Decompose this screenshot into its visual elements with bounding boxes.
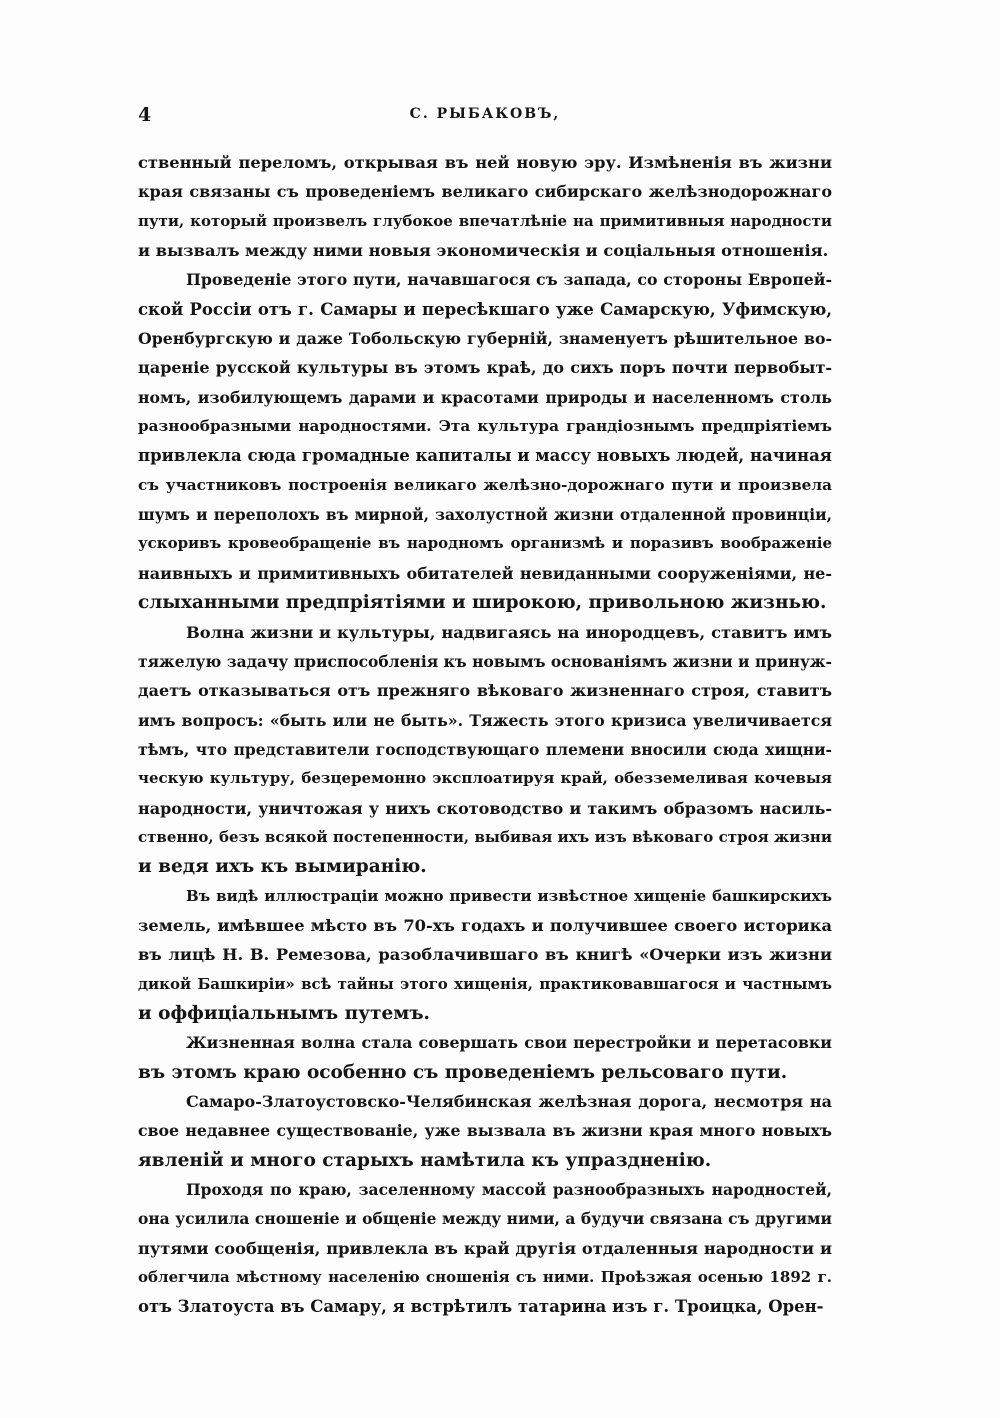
text-line: и вызвалъ между ними новыя экономическія и соціальныя отношенія. [138, 241, 829, 261]
text-line: слыханными предпріятіями и широкою, привольною жизнью. [138, 592, 827, 614]
text-line: края связаны съ проведеніемъ великаго сибирскаго желѣзнодорожнаго [138, 182, 832, 202]
text-line: ской Россіи отъ г. Самары и пересѣкшаго уже Самарскую, Уфимскую, [138, 299, 832, 319]
text-line: номъ, изобилующемъ дарами и красотами природы и населенномъ столь [138, 387, 832, 407]
text-line: наивныхъ и примитивныхъ обитателей невиданными сооруженіями, не- [138, 563, 832, 583]
text-line: ственно, безъ всякой постепенности, выбивая ихъ изъ вѣковаго строя жизни [138, 827, 832, 846]
text-line: явленій и много старыхъ намѣтила къ упраздненію. [138, 1149, 712, 1171]
paragraph [138, 882, 832, 1029]
text-line: Проходя по краю, заселенному массой разнообразныхъ народностей, [186, 1180, 832, 1200]
text-line: Самаро-Златоустовско-Челябинская желѣзная дорога, несмотря на [186, 1092, 832, 1111]
paragraph [138, 265, 832, 617]
text-line: облегчила мѣстному населенію сношенія съ ними. Проѣзжая осенью 1892 г. [138, 1268, 832, 1287]
body-text [138, 148, 832, 1322]
text-line: тяжелую задачу приспособленія къ новымъ основаніямъ жизни и принуж- [138, 651, 832, 671]
text-line: Проведеніе этого пути, начавшагося съ запада, со стороны Европей- [186, 270, 832, 290]
text-line: шумъ и переполохъ въ мирной, захолустной жизни отдаленной провинціи, [138, 505, 832, 525]
text-line: земель, имѣвшее мѣсто въ 70-хъ годахъ и получившее своего историка [138, 915, 832, 935]
text-line: разнообразными народностями. Эта культура грандіознымъ предпріятіемъ [138, 417, 832, 436]
text-line: имъ вопросъ: «быть или не быть». Тяжесть этого кризиса увеличивается [138, 710, 832, 730]
paragraph [138, 148, 832, 265]
text-line: ственный переломъ, открывая въ ней новую эру. Измѣненія въ жизни [138, 153, 832, 172]
text-line: тѣмъ, что представители господствующаго племени вносили сюда хищни- [138, 739, 832, 759]
text-line: свое недавнее существованіе, уже вызвала въ жизни края много новыхъ [138, 1121, 832, 1141]
text-line: дикой Башкиріи» всѣ тайны этого хищенія, практиковавшагося и частнымъ [138, 974, 832, 993]
text-line: пути, который произвелъ глубокое впечатлѣніе на примитивныя народности [138, 211, 832, 230]
text-line: съ участниковъ построенія великаго желѣзно-дорожнаго пути и произвела [138, 475, 832, 494]
text-line: Волна жизни и культуры, надвигаясь на инородцевъ, ставитъ имъ [186, 622, 832, 642]
paragraph [138, 1175, 832, 1322]
paragraph [138, 618, 832, 882]
text-line: она усилила сношеніе и общеніе между ними, а будучи связана съ другими [138, 1209, 832, 1229]
text-line: даетъ отказываться отъ прежняго вѣковаго жизненнаго строя, ставитъ [138, 681, 832, 701]
text-line: отъ Златоуста въ Самару, я встрѣтилъ татарина изъ г. Троицка, Орен- [138, 1297, 824, 1317]
text-line: и ведя ихъ къ вымиранію. [138, 856, 427, 878]
text-line: цареніе русской культуры въ этомъ краѣ, до сихъ поръ почти первобыт- [138, 358, 832, 378]
page-number: 4 [138, 104, 152, 126]
text-line: Въ видѣ иллюстраціи можно привести извѣстное хищеніе башкирскихъ [186, 886, 832, 905]
page-header [138, 104, 832, 134]
text-line: Жизненная волна стала совершать свои перестройки и перетасовки [186, 1033, 832, 1053]
text-line: въ лицѣ Н. В. Ремезова, разоблачившаго въ книгѣ «Очерки изъ жизни [138, 945, 832, 965]
text-line: ускоривъ кровеобращеніе въ народномъ организмѣ и поразивъ воображеніе [138, 534, 832, 553]
text-line: привлекла сюда громадные капиталы и массу новыхъ людей, начиная [138, 446, 832, 466]
running-title: С. РЫБАКОВЪ, [409, 106, 561, 122]
text-line: Оренбургскую и даже Тобольскую губерній, знаменуетъ рѣшительное во- [138, 329, 832, 349]
text-line: ческую культуру, безцеремонно эксплоатируя край, обезземеливая кочевыя [138, 769, 832, 788]
text-line: народности, уничтожая у нихъ скотоводство и такимъ образомъ насиль- [138, 798, 832, 818]
paragraph [138, 1028, 832, 1087]
text-line: въ этомъ краю особенно съ проведеніемъ рельсоваго пути. [138, 1061, 788, 1083]
text-line: путями сообщенія, привлекла въ край другія отдаленныя народности и [138, 1238, 832, 1258]
text-line: и оффиціальнымъ путемъ. [138, 1002, 430, 1024]
paragraph [138, 1087, 832, 1175]
